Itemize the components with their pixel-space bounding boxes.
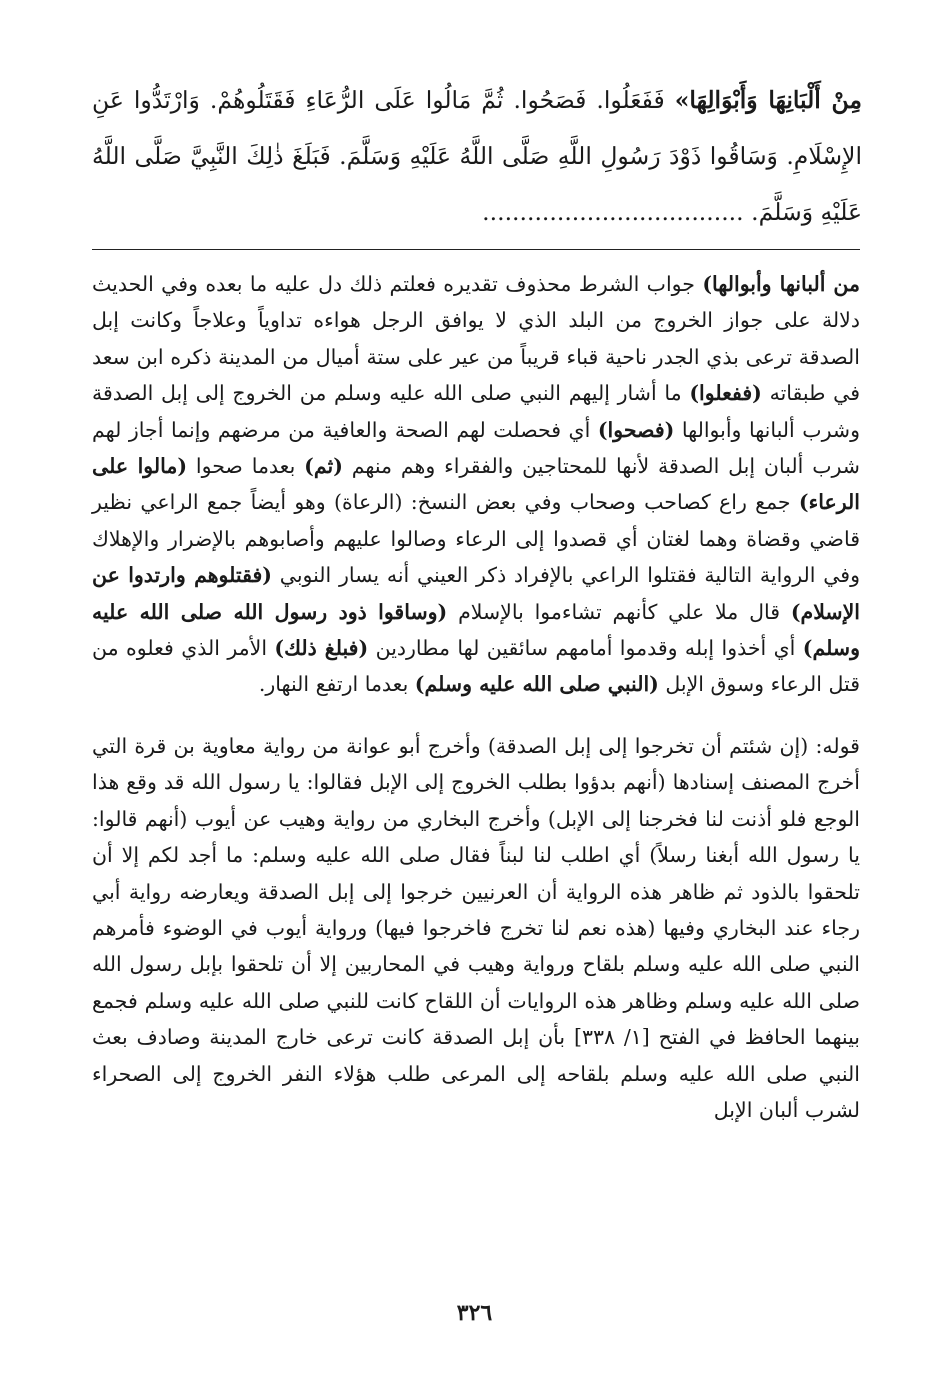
hadith-body: فَفَعَلُوا. فَصَحُوا. ثُمَّ مَالُوا عَلَى الرُّعَاءِ فَقَتَلُوهُمْ. وَارْتَدُّوا عَنِ الإِسْلَامِ. وَسَاقُوا ذَوْدَ رَسُولِ اللَّهِ صَلَّى اللَّهُ عَلَيْهِ وَسَلَّمَ. فَبَلَغَ ذٰلِكَ النَّبِيَّ صَلَّى اللَّهُ عَلَيْهِ وَسَلَّمَ. [92, 86, 862, 226]
hadith-continuation-dots: ................................... [482, 198, 744, 226]
commentary-text: جمع راع كصاحب وصحاب وفي بعض النسخ: (الرعاة) وهو أيضاً جمع الراعي نظير قاضي وقضاة وهما لغتان أي قصدوا إلى الرعاء وصالوا عليهم وأصابوهم بالإضرار والإهلاك وفي الرواية التالية فقتلوا الراعي بالإفراد ذكر العيني أنه يسار النوبي [92, 490, 860, 588]
commentary-quoted-phrase: (وساقوا ذود رسول الله صلى الله عليه وسلم) [92, 599, 860, 661]
commentary-quoted-phrase: (فصحوا) [597, 417, 675, 442]
hadith-bold-lead: مِنْ أَلْبَانِهَا وَأَبْوَالِهَا» [674, 86, 862, 114]
commentary-text: جواب الشرط محذوف تقديره فعلتم ذلك دل عليه ما بعده وفي الحديث دلالة على جواز الخروج من البلد الذي لا يوافق الرجل هواءه تداوياً وعلاجاً وكانت إبل الصدقة ترعى بذي الجدر ناحية قباء قريباً من عير على ستة أميال من المدينة ذكره ابن سعد في طبقاته [92, 272, 860, 406]
commentary-text: قال ملا علي كأنهم تشاءموا بالإسلام [447, 599, 791, 624]
commentary-quoted-phrase: (النبي صلى الله عليه وسلم) [414, 672, 659, 697]
commentary [92, 266, 860, 1128]
commentary-text: أي فحصلت لهم الصحة والعافية من مرضهم وإنما أجاز لهم شرب ألبان إبل الصدقة لأنها للمحتاجين والفقراء وهم منهم [92, 417, 860, 479]
commentary-quoted-phrase: من ألبانها وأبوالها) [702, 272, 860, 296]
page-number: ٣٢٦ [456, 1300, 493, 1326]
commentary-paragraph-1 [92, 266, 860, 703]
commentary-text: أي أخذوا إبله وقدموا أمامهم سائقين لها مطاردين [368, 636, 803, 661]
commentary-quoted-phrase: (فقتلوهم وارتدوا عن الإسلام) [92, 563, 860, 624]
hadith-paragraph [92, 72, 862, 240]
commentary-text: بعدما صحوا [187, 454, 305, 479]
commentary-quoted-phrase: (مالوا على الرعاء) [92, 454, 860, 515]
commentary-quoted-phrase: (ثم) [304, 454, 343, 479]
commentary-paragraph-2: قوله: (إن شئتم أن تخرجوا إلى إبل الصدقة) وأخرج أبو عوانة من رواية معاوية بن قرة التي أخرج المصنف إسنادها (أنهم بدؤوا بطلب الخروج إلى الإبل فقالوا: يا رسول الله قد وقع هذا الوجع فلو أذنت لنا فخرجنا إلى الإبل) وأخرج البخاري من رواية وهيب عن أيوب (أنهم قالوا: يا رسول الله أبغنا رسلاً) أي اطلب لنا لبناً فقال صلى الله عليه وسلم: ما أجد لكم إلا أن تلحقوا بالذود ثم ظاهر هذه الرواية أن العرنيين خرجوا إلى إبل الصدقة ويعارضه رواية أبي رجاء عند البخاري وفيها (هذه نعم لنا تخرج فاخرجوا فيها) ورواية أيوب في الوضوء فأمرهم النبي صلى الله عليه وسلم بلقاح ورواية وهيب في المحاربين إلا أن تلحقوا بإبل رسول الله صلى الله عليه وسلم وظاهر هذه الروايات أن اللقاح كانت للنبي صلى الله عليه وسلم فجمع بينهما الحافظ في الفتح [١/ ٣٣٨] بأن إبل الصدقة كانت ترعى خارج المدينة وصادف بعث النبي صلى الله عليه وسلم بلقاحه إلى المرعى طلب هؤلاء النفر الخروج إلى الصحراء لشرب ألبان الإبل [92, 733, 860, 1122]
commentary-text: ما أشار إليهم النبي صلى الله عليه وسلم من الخروج إلى إبل الصدقة وشرب ألبانها وأبوالها [92, 381, 860, 442]
commentary-text: بعدما ارتفع النهار. [258, 672, 415, 697]
commentary-quoted-phrase: (ففعلوا) [689, 381, 762, 406]
commentary-quoted-phrase: (فبلغ ذلك) [274, 636, 369, 661]
commentary-text: الأمر الذي فعلوه من قتل الرعاء وسوق الإبل [92, 636, 860, 697]
hadith-text [92, 72, 862, 240]
footnote-divider [92, 249, 860, 250]
